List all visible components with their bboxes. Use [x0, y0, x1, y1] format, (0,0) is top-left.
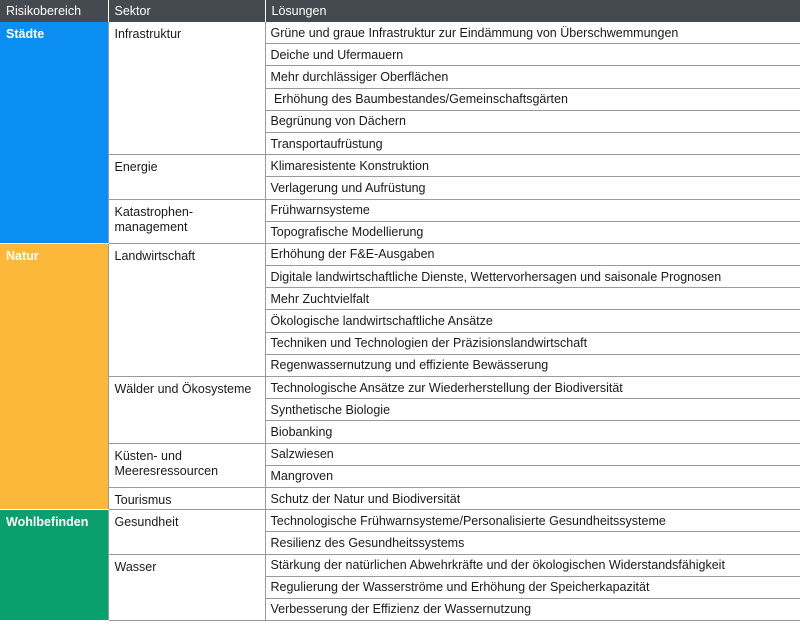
sector-cell: Wälder und Ökosysteme	[108, 377, 265, 444]
solution-cell: Ökologische landwirtschaftliche Ansätze	[265, 310, 800, 332]
sector-cell: Wasser	[108, 554, 265, 621]
table-row	[0, 199, 800, 221]
risk-area-cell: Natur	[0, 243, 108, 509]
table-row	[0, 22, 800, 44]
solution-cell: Technologische Ansätze zur Wiederherstellung der Biodiversität	[265, 377, 800, 399]
solution-cell: Frühwarnsysteme	[265, 199, 800, 221]
sector-cell: Landwirtschaft	[108, 243, 265, 376]
solution-cell: Transportaufrüstung	[265, 132, 800, 154]
solution-cell: Mehr durchlässiger Oberflächen	[265, 66, 800, 88]
solution-cell: Verlagerung und Aufrüstung	[265, 177, 800, 199]
sector-cell: Energie	[108, 155, 265, 199]
solution-cell: Resilienz des Gesundheitssystems	[265, 532, 800, 554]
solution-cell: Erhöhung der F&E-Ausgaben	[265, 243, 800, 265]
solution-cell: Verbesserung der Effizienz der Wassernutzung	[265, 598, 800, 620]
sector-cell: Tourismus	[108, 487, 265, 509]
solution-cell: Topografische Modellierung	[265, 221, 800, 243]
header-solutions: Lösungen	[265, 0, 800, 22]
table-row	[0, 510, 800, 532]
header-row	[0, 0, 800, 22]
sector-cell: Gesundheit	[108, 510, 265, 554]
sector-cell: Infrastruktur	[108, 22, 265, 155]
solution-cell: Synthetische Biologie	[265, 399, 800, 421]
solution-cell: Digitale landwirtschaftliche Dienste, Wettervorhersagen und saisonale Prognosen	[265, 266, 800, 288]
table-row	[0, 377, 800, 399]
solution-cell: Klimaresistente Konstruktion	[265, 155, 800, 177]
header-sector: Sektor	[108, 0, 265, 22]
solution-cell: Erhöhung des Baumbestandes/Gemeinschaftsgärten	[265, 88, 800, 110]
solution-cell: Regulierung der Wasserströme und Erhöhung der Speicherkapazität	[265, 576, 800, 598]
solution-cell: Begrünung von Dächern	[265, 110, 800, 132]
solution-cell: Stärkung der natürlichen Abwehrkräfte und der ökologischen Widerstandsfähigkeit	[265, 554, 800, 576]
solution-cell: Mangroven	[265, 465, 800, 487]
sector-cell: Küsten- und Meeresressourcen	[108, 443, 265, 487]
table-row	[0, 155, 800, 177]
solution-cell: Deiche und Ufermauern	[265, 44, 800, 66]
sector-cell: Katastrophen- management	[108, 199, 265, 243]
solution-cell: Technologische Frühwarnsysteme/Personalisierte Gesundheitssysteme	[265, 510, 800, 532]
risk-area-cell: Städte	[0, 22, 108, 243]
solution-cell: Regenwassernutzung und effiziente Bewässerung	[265, 354, 800, 376]
solution-cell: Schutz der Natur und Biodiversität	[265, 487, 800, 509]
header-risk: Risikobereich	[0, 0, 108, 22]
solution-cell: Techniken und Technologien der Präzisionslandwirtschaft	[265, 332, 800, 354]
table-body	[0, 22, 800, 621]
table-row	[0, 443, 800, 465]
solution-cell: Grüne und graue Infrastruktur zur Eindämmung von Überschwemmungen	[265, 22, 800, 44]
table-row	[0, 554, 800, 576]
solution-cell: Mehr Zuchtvielfalt	[265, 288, 800, 310]
risk-area-cell: Wohlbefinden	[0, 510, 108, 621]
table-row	[0, 487, 800, 509]
solution-cell: Biobanking	[265, 421, 800, 443]
table-row	[0, 243, 800, 265]
solution-cell: Salzwiesen	[265, 443, 800, 465]
